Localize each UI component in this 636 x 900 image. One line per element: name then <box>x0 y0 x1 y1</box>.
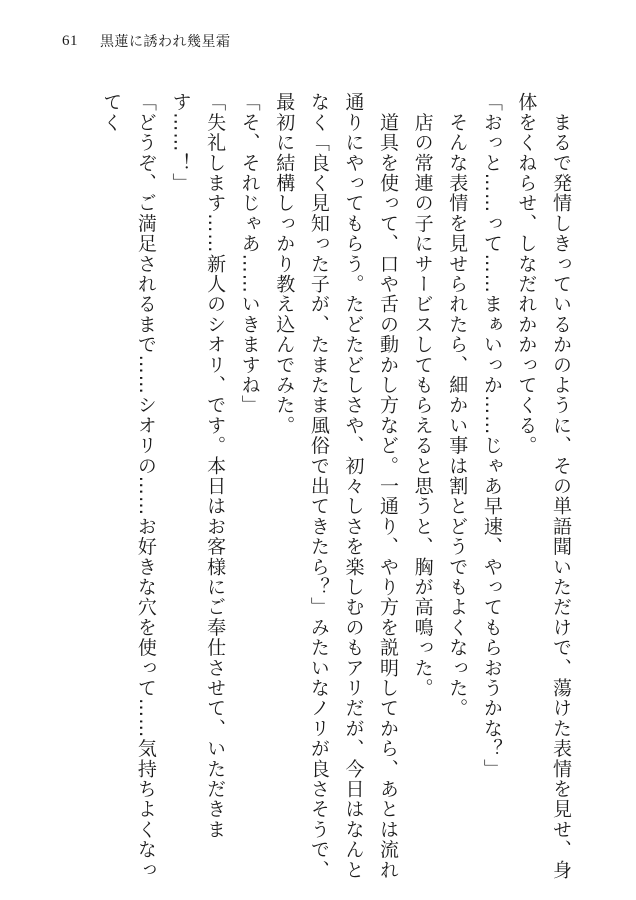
page-number: 61 <box>62 32 78 49</box>
paragraph-1: まるで発情しきっているかのように、その単語聞いただけで、蕩けた表情を見せ、身体をくねらせ、しなだれかかってくる。 <box>515 92 572 880</box>
paragraph-2: 「おっと……って……まぁいっか……じゃあ早速、やってもらおうかな？」 <box>480 92 503 779</box>
running-head <box>62 30 231 52</box>
paragraph-7: 「失礼します……新人のシオリ、です。本日はお客様にご奉仕させて、いただきます……！」 <box>169 92 227 840</box>
paragraph-6: 「そ、それじゃあ……いきますね」 <box>238 92 261 416</box>
paragraph-3: そんな表情を見せられたら、細かい事は割とどうでもよくなった。 <box>446 92 469 719</box>
paragraph-5: 道具を使って、口や舌の動かし方など。一通り、やり方を説明してから、あとは流れ通りにやってもらう。たどたどしさや、初々しさを楽しむのもアリだが、今日はなんとなく「良く見知った子が、たまたま風俗で出てきたら？」みたいなノリが良さそうで、最初に結構しっかり教え込んでみた。 <box>273 92 400 880</box>
paragraph-8: 「どうぞ、ご満足されるまで……シオリの……お好きな穴を使って……気持ちよくなってく <box>100 92 157 880</box>
book-title: 黒蓮に誘われ幾星霜 <box>100 34 231 50</box>
vertical-body-text <box>50 92 578 882</box>
paragraph-4: 店の常連の子にサービスしてもらえると思うと、胸が高鳴った。 <box>411 92 434 698</box>
